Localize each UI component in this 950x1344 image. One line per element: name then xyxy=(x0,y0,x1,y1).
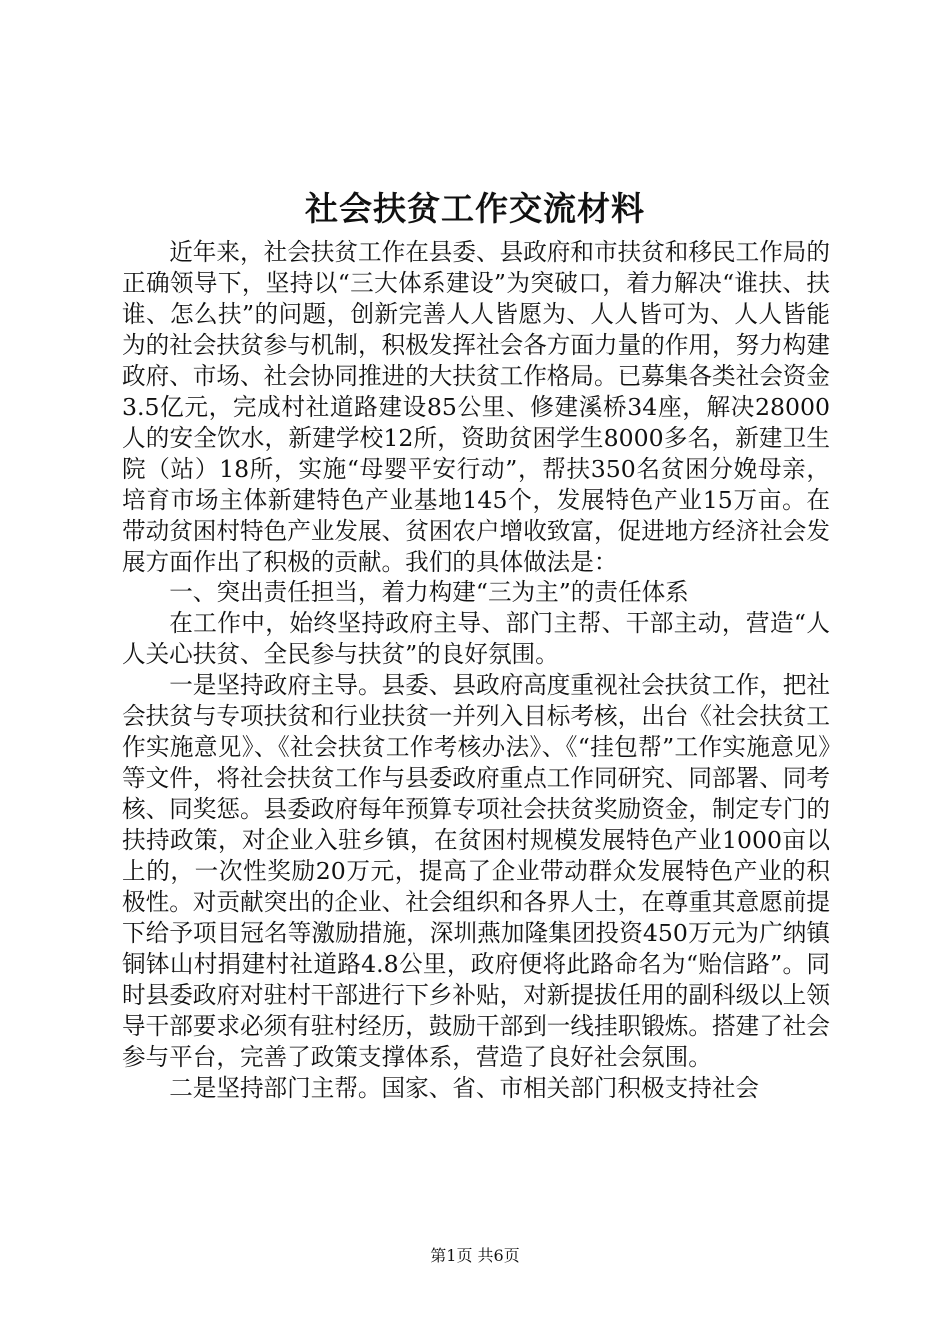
document-body xyxy=(122,237,830,1104)
paragraph-government-lead: 一是坚持政府主导。县委、县政府高度重视社会扶贫工作，把社会扶贫与专项扶贫和行业扶贫一并列入目标考核，出台《社会扶贫工作实施意见》、《社会扶贫工作考核办法》、《“挂包帮”工作实施意见》等文件，将社会扶贫工作与县委政府重点工作同研究、同部署、同考核、同奖惩。县委政府每年预算专项社会扶贫奖励资金，制定专门的扶持政策，对企业入驻乡镇，在贫困村规模发展特色产业1000亩以上的，一次性奖励20万元，提高了企业带动群众发展特色产业的积极性。对贡献突出的企业、社会组织和各界人士，在尊重其意愿前提下给予项目冠名等激励措施，深圳燕加隆集团投资450万元为广纳镇铜钵山村捐建村社道路4.8公里，政府便将此路命名为“贻信路”。同时县委政府对驻村干部进行下乡补贴，对新提拔任用的副科级以上领导干部要求必须有驻村经历，鼓励干部到一线挂职锻炼。搭建了社会参与平台，完善了政策支撑体系，营造了良好社会氛围。 xyxy=(122,671,830,1071)
paragraph-intro: 近年来，社会扶贫工作在县委、县政府和市扶贫和移民工作局的正确领导下，坚持以“三大体系建设”为突破口，着力解决“谁扶、扶谁、怎么扶”的问题，创新完善人人皆愿为、人人皆可为、人人皆能为的社会扶贫参与机制，积极发挥社会各方面力量的作用，努力构建政府、市场、社会协同推进的大扶贫工作格局。已募集各类社会资金3.5亿元，完成村社道路建设85公里、修建溪桥34座，解决28000人的安全饮水，新建学校12所，资助贫困学生8000多名，新建卫生院（站）18所，实施“母婴平安行动”，帮扶350名贫困分娩母亲，培育市场主体新建特色产业基地145个，发展特色产业15万亩。在带动贫困村特色产业发展、贫困农户增收致富，促进地方经济社会发展方面作出了积极的贡献。我们的具体做法是： xyxy=(122,238,830,576)
paragraph-section-1-intro: 在工作中，始终坚持政府主导、部门主帮、干部主动，营造“人人关心扶贫、全民参与扶贫”的良好氛围。 xyxy=(122,609,830,669)
section-heading-1: 一、突出责任担当，着力构建“三为主”的责任体系 xyxy=(169,578,689,607)
document-title: 社会扶贫工作交流材料 xyxy=(305,189,645,228)
page-number-footer: 第1页 共6页 xyxy=(430,1246,520,1265)
paragraph-department-help: 二是坚持部门主帮。国家、省、市相关部门积极支持社会 xyxy=(169,1073,760,1102)
